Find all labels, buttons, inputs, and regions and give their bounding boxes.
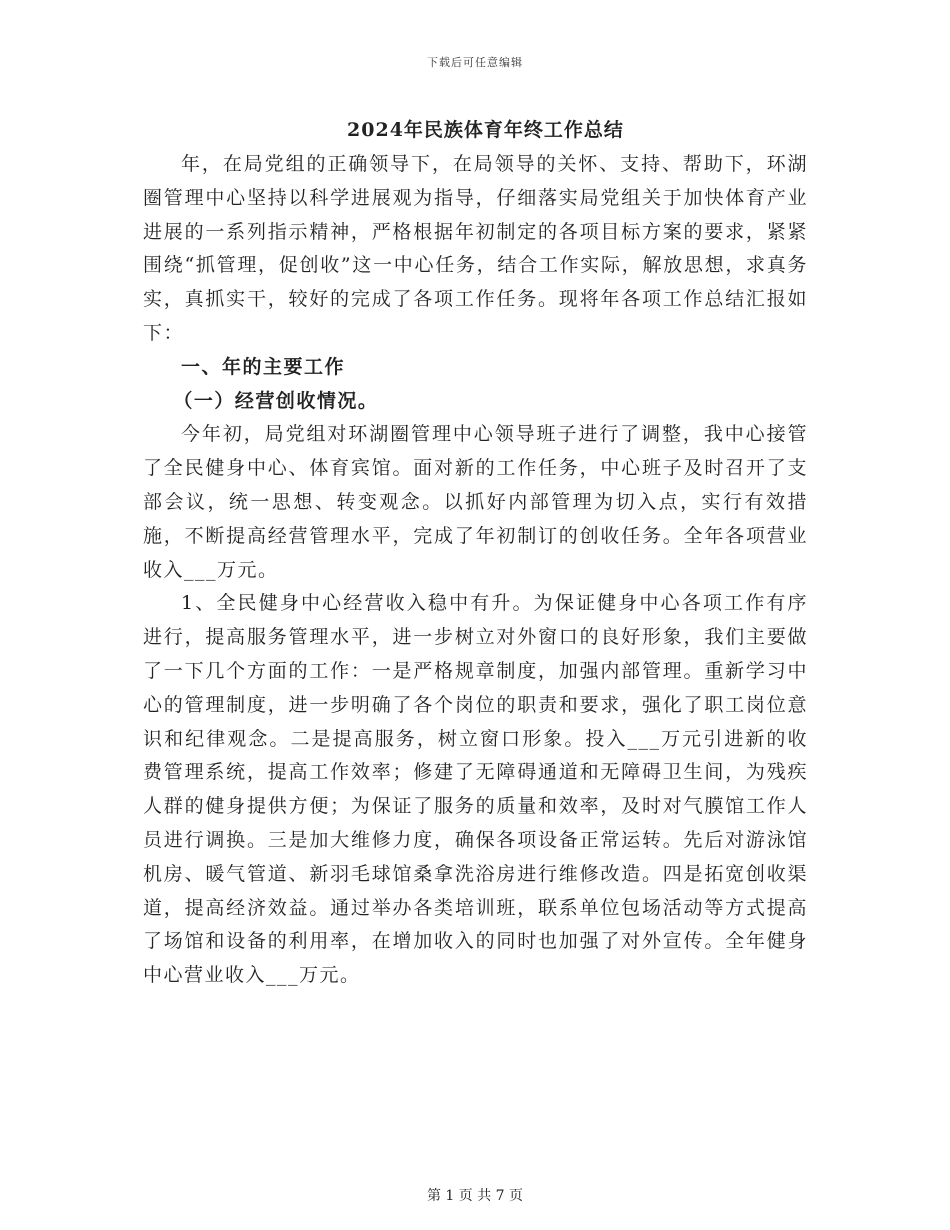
section-heading: 一、年的主要工作	[181, 355, 346, 378]
document-body	[143, 112, 808, 993]
intro-paragraph: 年，在局党组的正确领导下，在局领导的关怀、支持、帮助下，环湖圈管理中心坚持以科学进展观为指导，仔细落实局党组关于加快体育产业进展的一系列指示精神，严格根据年初制定的各项目标方案的要求，紧紧围绕“抓管理，促创收”这一中心任务，结合工作实际，解放思想，求真务实，真抓实干，较好的完成了各项工作任务。现将年各项工作总结汇报如下：	[143, 153, 808, 344]
page-footer: 第 1 页 共 7 页	[426, 1188, 524, 1204]
document-title: 2024年民族体育年终工作总结	[347, 119, 624, 141]
subsection-heading: （一）经营创收情况。	[173, 389, 379, 412]
body-paragraph-2: 1、全民健身中心经营收入稳中有升。为保证健身中心各项工作有序进行，提高服务管理水平，进一步树立对外窗口的良好形象，我们主要做了一下几个方面的工作：一是严格规章制度，加强内部管理。重新学习中心的管理制度，进一步明确了各个岗位的职责和要求，强化了职工岗位意识和纪律观念。二是提高服务，树立窗口形象。投入___万元引进新的收费管理系统，提高工作效率；修建了无障碍通道和无障碍卫生间，为残疾人群的健身提供方便；为保证了服务的质量和效率，及时对气膜馆工作人员进行调换。三是加大维修力度，确保各项设备正常运转。先后对游泳馆机房、暖气管道、新羽毛球馆桑拿洗浴房进行维修改造。四是拓宽创收渠道，提高经济效益。通过举办各类培训班，联系单位包场活动等方式提高了场馆和设备的利用率，在增加收入的同时也加强了对外宣传。全年健身中心营业收入___万元。	[143, 592, 808, 987]
page-header: 下载后可任意编辑	[427, 56, 523, 69]
body-paragraph-1: 今年初，局党组对环湖圈管理中心领导班子进行了调整，我中心接管了全民健身中心、体育宾馆。面对新的工作任务，中心班子及时召开了支部会议，统一思想、转变观念。以抓好内部管理为切入点，实行有效措施，不断提高经营管理水平，完成了年初制订的创收任务。全年各项营业收入___万元。	[143, 423, 808, 581]
